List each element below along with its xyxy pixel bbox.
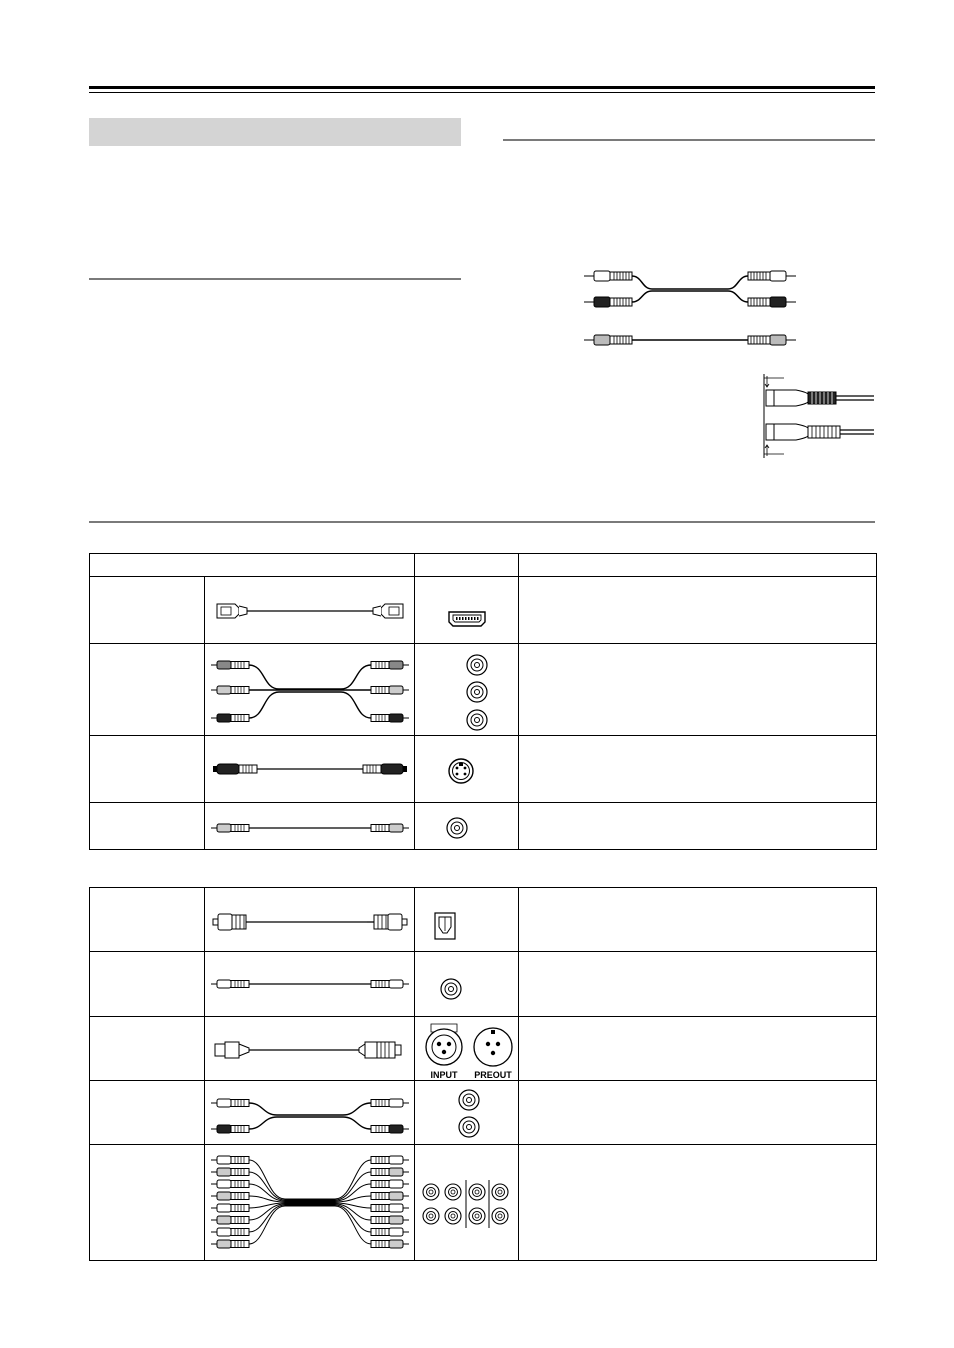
component-jacks-icon — [415, 645, 519, 735]
jack-image-cell — [415, 1017, 519, 1081]
cable-name-cell — [90, 577, 205, 644]
header-cell-cable — [90, 554, 415, 577]
cable-name-cell — [90, 888, 205, 952]
cable-image-cell — [205, 1145, 415, 1261]
description-cell — [519, 736, 877, 803]
rca-cable-figure — [580, 262, 800, 352]
rca-plug-right — [371, 1216, 409, 1224]
s-video-cable-icon — [205, 737, 415, 802]
xlr-input-label: INPUT — [430, 1069, 458, 1080]
cable-image-cell — [205, 577, 415, 644]
cable-image-cell — [205, 736, 415, 803]
cable-name-cell — [90, 644, 205, 736]
header-cell-description — [519, 554, 877, 577]
rca-plug-left — [211, 1204, 249, 1212]
multichannel-jacks-icon — [415, 1146, 519, 1260]
rca-plug-right — [371, 1156, 409, 1164]
cable-image-cell — [205, 952, 415, 1017]
header-rule-thin — [89, 92, 875, 93]
xlr-cable-icon — [205, 1018, 415, 1080]
rca-plug-right — [371, 1240, 409, 1248]
cable-name-cell — [90, 1145, 205, 1261]
cable-wire — [249, 1205, 371, 1232]
jack-image-cell — [415, 644, 519, 736]
rca-plug-left — [211, 1216, 249, 1224]
rca-plug-left — [211, 1180, 249, 1188]
stereo-rca-cable-icon — [205, 1082, 415, 1144]
cable-name-cell — [90, 1017, 205, 1081]
header-cell-jack — [415, 554, 519, 577]
hdmi-cable-icon — [205, 578, 415, 643]
cable-image-cell — [205, 644, 415, 736]
rca-plug-left — [211, 1240, 249, 1248]
composite-video-cable-icon — [205, 804, 415, 849]
plug-insertion-figure — [756, 372, 876, 460]
table-row — [90, 888, 877, 952]
description-cell — [519, 1145, 877, 1261]
cable-name-cell — [90, 1081, 205, 1145]
xlr-input-jack-icon — [426, 1024, 462, 1065]
table-row — [90, 952, 877, 1017]
cable-wire — [249, 1184, 371, 1201]
table-row — [90, 1081, 877, 1145]
rca-plug-left — [211, 1156, 249, 1164]
header-rule-thick — [89, 86, 875, 89]
composite-jack-icon — [415, 804, 519, 849]
table-row — [90, 1017, 877, 1081]
description-cell — [519, 1081, 877, 1145]
description-cell — [519, 1017, 877, 1081]
table-header-row — [90, 554, 877, 577]
multichannel-rca-cable-icon — [205, 1146, 415, 1260]
jack-image-cell — [415, 952, 519, 1017]
table-row — [90, 803, 877, 850]
left-subheading-rule — [89, 278, 461, 280]
description-cell — [519, 803, 877, 850]
cable-wire — [249, 1172, 371, 1200]
cable-name-cell — [90, 736, 205, 803]
section-heading-bar — [89, 118, 461, 146]
jack-image-cell — [415, 577, 519, 644]
description-cell — [519, 577, 877, 644]
audio-connections-table — [89, 887, 877, 1261]
description-cell — [519, 888, 877, 952]
stereo-rca-jacks-icon — [415, 1082, 519, 1144]
cable-name-cell — [90, 952, 205, 1017]
jack-image-cell — [415, 736, 519, 803]
table-row — [90, 1145, 877, 1261]
xlr-preout-label: PREOUT — [474, 1069, 512, 1080]
jack-image-cell — [415, 803, 519, 850]
description-cell — [519, 952, 877, 1017]
rca-plug-left — [211, 1228, 249, 1236]
hdmi-jack-icon — [415, 578, 519, 643]
rca-plug-right — [371, 1168, 409, 1176]
cable-image-cell — [205, 803, 415, 850]
description-cell — [519, 644, 877, 736]
rca-plug-right — [371, 1192, 409, 1200]
s-video-jack-icon — [415, 737, 519, 802]
cables-section-rule — [89, 521, 875, 523]
component-video-cable-icon — [205, 645, 415, 735]
rca-plug-right — [371, 1228, 409, 1236]
rca-plug-right — [371, 1180, 409, 1188]
rca-plug-right — [371, 1204, 409, 1212]
jack-image-cell — [415, 888, 519, 952]
jack-image-cell — [415, 1145, 519, 1261]
xlr-jacks-icon — [415, 1018, 519, 1080]
jack-image-cell — [415, 1081, 519, 1145]
coaxial-cable-icon — [205, 953, 415, 1016]
video-connections-table — [89, 553, 877, 850]
cable-name-cell — [90, 803, 205, 850]
rca-plug-left — [211, 1192, 249, 1200]
cable-image-cell — [205, 1081, 415, 1145]
coaxial-jack-icon — [415, 953, 519, 1016]
table-row — [90, 577, 877, 644]
xlr-preout-jack-icon — [474, 1028, 512, 1066]
cable-image-cell — [205, 1017, 415, 1081]
optical-cable-icon — [205, 889, 415, 951]
table-row — [90, 736, 877, 803]
table-row — [90, 644, 877, 736]
rca-plug-left — [211, 1168, 249, 1176]
right-subheading-rule — [503, 139, 875, 141]
cable-image-cell — [205, 888, 415, 952]
optical-jack-icon — [415, 889, 519, 951]
